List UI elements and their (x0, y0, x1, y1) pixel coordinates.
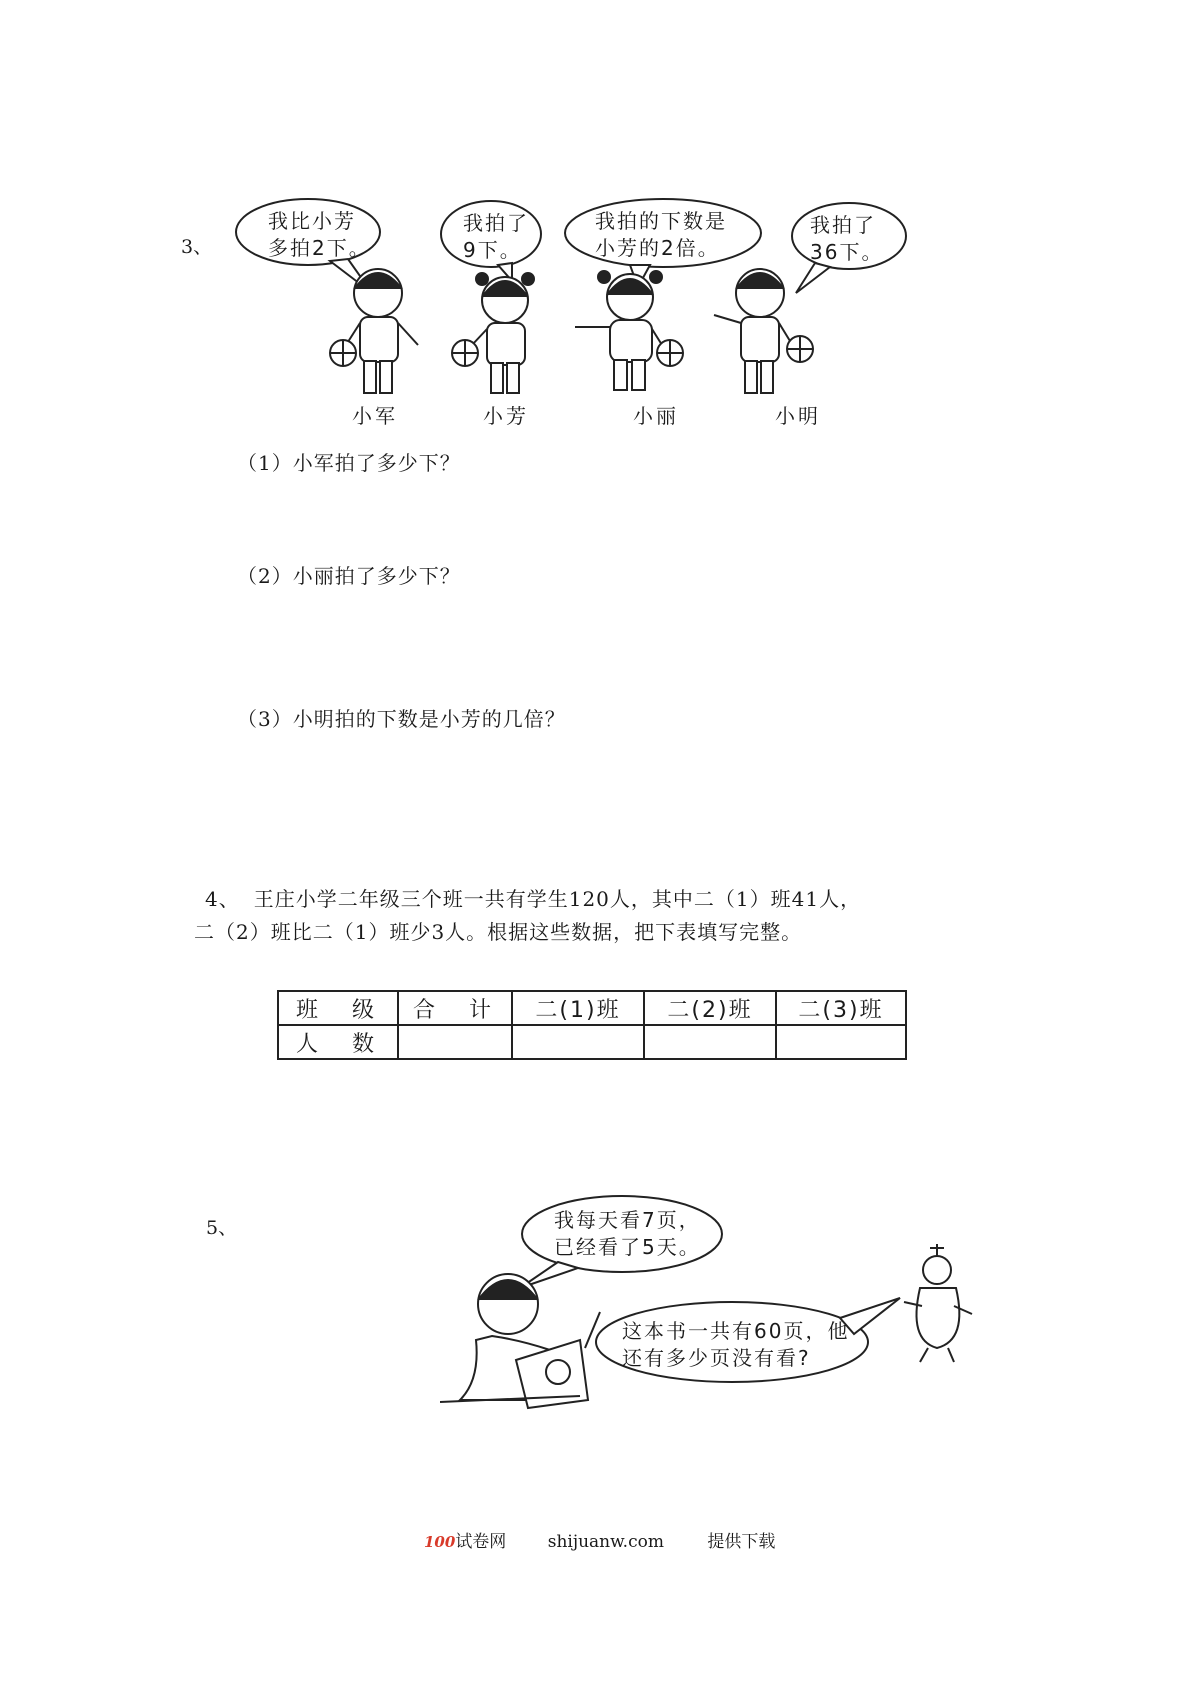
footer-note: 提供下载 (707, 1532, 776, 1552)
table-row (278, 1025, 906, 1059)
table-header-cell: 二(3)班 (776, 991, 906, 1025)
question-3-number: 3、 (181, 236, 213, 258)
table-header-cell: 二(1)班 (512, 991, 644, 1025)
speech-text-xiaojun: 我比小芳 多拍2下。 (268, 209, 371, 260)
question-4-text (205, 883, 861, 912)
site-logo: 100 (424, 1533, 456, 1551)
kid-name-xiaojun: 小军 (352, 404, 398, 428)
footer-url[interactable]: shijuanw.com (547, 1532, 664, 1552)
boy-xiaojun-figure (330, 269, 418, 393)
footer (424, 1527, 775, 1552)
kid-name-xiaoming: 小明 (775, 404, 821, 428)
subquestion-1: （1）小军拍了多少下？ (237, 451, 461, 475)
table-cell-class-2[interactable] (644, 1025, 776, 1059)
table-row-label: 人 数 (278, 1025, 398, 1059)
boy-xiaoming-figure (714, 269, 813, 393)
girl-xiaofang-figure (452, 273, 534, 393)
speech-text-boy: 我每天看7页， 已经看了5天。 (554, 1208, 701, 1259)
table-cell-class-1[interactable] (512, 1025, 644, 1059)
girl-xiaoli-figure (575, 271, 683, 390)
kid-name-xiaoli: 小丽 (633, 404, 679, 428)
table-cell-total[interactable] (398, 1025, 512, 1059)
boy-reading-figure (440, 1274, 600, 1408)
cartoon-helper-figure (904, 1244, 972, 1362)
speech-text-xiaofang: 我拍了 9下。 (463, 211, 529, 262)
question-4-number: 4、 (205, 887, 240, 911)
question-4-line-1: 王庄小学二年级三个班一共有学生120人，其中二（1）班41人， (253, 887, 862, 911)
speech-text-xiaoli: 我拍的下数是 小芳的2倍。 (595, 209, 727, 260)
table-header-cell: 班 级 (278, 991, 398, 1025)
table-cell-class-3[interactable] (776, 1025, 906, 1059)
class-size-table (277, 990, 907, 1060)
speech-text-xiaoming: 我拍了 36下。 (810, 213, 884, 264)
kid-name-xiaofang: 小芳 (483, 404, 529, 428)
footer-site-name: 试卷网 (455, 1532, 507, 1552)
question-5-number: 5、 (206, 1217, 238, 1239)
question-5-illustration (440, 1190, 1000, 1420)
table-header-cell: 二(2)班 (644, 991, 776, 1025)
subquestion-2: （2）小丽拍了多少下？ (237, 564, 461, 588)
table-header-cell: 合 计 (398, 991, 512, 1025)
subquestion-3: （3）小明拍的下数是小芳的几倍？ (237, 707, 566, 731)
question-4-line-2: 二（2）班比二（1）班少3人。根据这些数据，把下表填写完整。 (194, 920, 803, 944)
speech-text-question: 这本书一共有60页，他 还有多少页没有看? (622, 1319, 850, 1370)
table-header-row (278, 991, 906, 1025)
